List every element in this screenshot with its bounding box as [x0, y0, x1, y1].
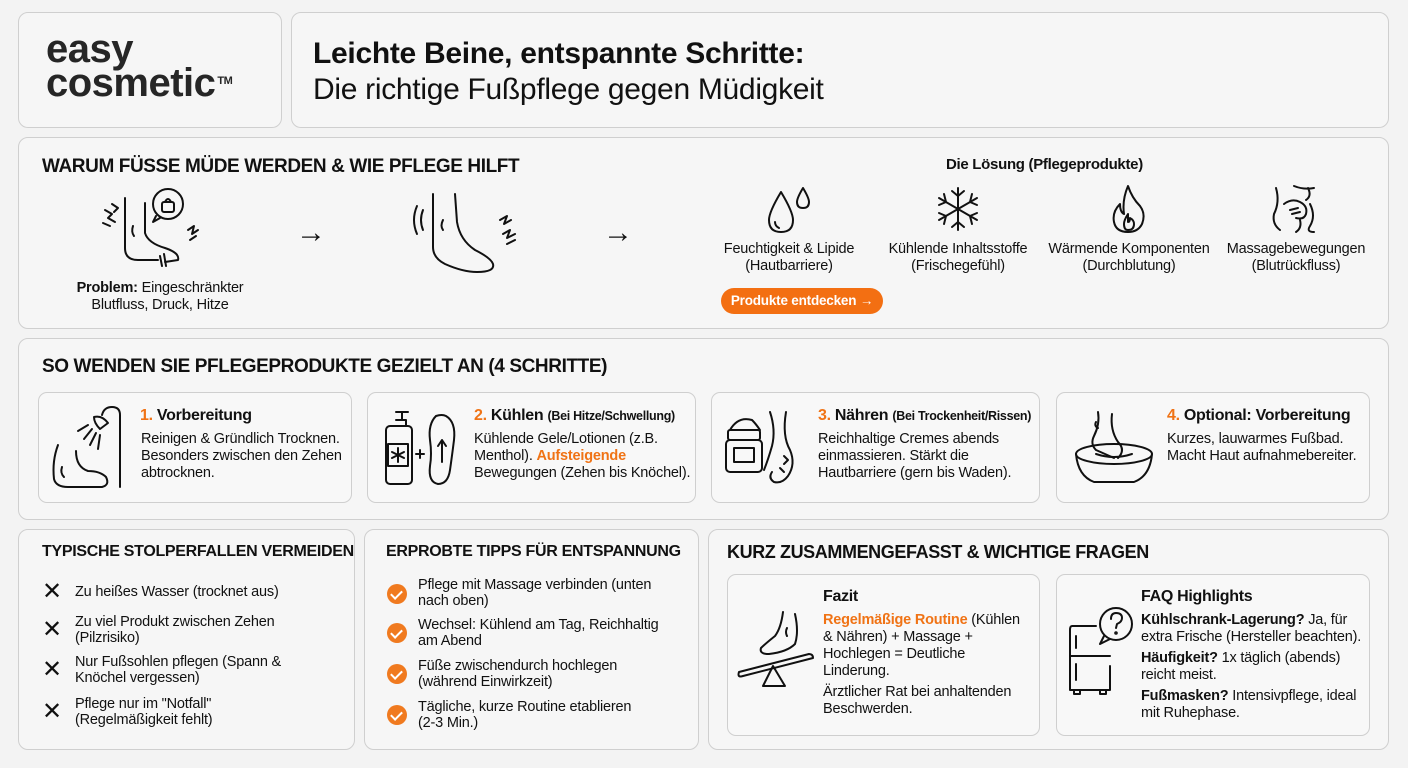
step-1-text: Reinigen & Gründlich Trocknen. Besonders zwischen den Zehen abtrocknen. [141, 431, 342, 481]
droplets-icon [765, 186, 813, 234]
flame-icon [1110, 184, 1146, 234]
arrow-right-icon: → [603, 216, 633, 249]
step-3-title: 3. Nähren (Bei Trockenheit/Rissen) [818, 407, 1032, 424]
fazit-title: Fazit [823, 588, 858, 605]
lotion-bottle-foot-icon [382, 410, 462, 486]
shower-foot-icon [48, 405, 128, 489]
snowflake-icon [935, 186, 981, 232]
solution-cooling: Kühlende Inhaltsstoffe (Frischegefühl) [888, 241, 1028, 274]
check-circle-icon [387, 623, 407, 643]
page-title: Leichte Beine, entspannte Schritte: [313, 37, 805, 70]
massage-hands-icon [1270, 184, 1322, 234]
fridge-question-icon [1066, 604, 1138, 696]
problem-caption: Problem: Eingeschränkter Blutfluss, Druck, Hitze [76, 280, 244, 313]
solution-massage: Massagebewegungen (Blutrückfluss) [1226, 241, 1366, 274]
logo-line-1: easy [46, 27, 133, 71]
x-mark-icon: ✕ [42, 698, 63, 725]
step-2-text: Kühlende Gele/Lotionen (z.B. Menthol). Aufsteigende Bewegungen (Zehen bis Knöchel). [474, 431, 691, 481]
foot-bath-bowl-icon [1072, 410, 1156, 486]
check-circle-icon [387, 705, 407, 725]
steps-heading: SO WENDEN SIE PFLEGEPRODUKTE GEZIELT AN (4 SCHRITTE) [42, 356, 608, 377]
faq-text: Kühlschrank-Lagerung? Ja, für extra Frische (Hersteller beachten). Häufigkeit? 1x täglich (abends) reicht meist. Fußmasken? Intensivpflege, ideal mit Ruhephase. [1141, 612, 1362, 721]
pitfalls-heading: TYPISCHE STOLPERFALLEN VERMEIDEN [42, 543, 354, 560]
faq-title: FAQ Highlights [1141, 588, 1253, 605]
x-mark-icon: ✕ [42, 616, 63, 643]
step-1-title: 1. Vorbereitung [140, 407, 252, 424]
brand-logo [46, 27, 233, 105]
x-mark-icon: ✕ [42, 656, 63, 683]
step-4-text: Kurzes, lauwarmes Fußbad. Macht Haut aufnahmebereiter. [1167, 431, 1357, 464]
step-3-text: Reichhaltige Cremes abends einmassieren. Stärkt die Hautbarriere (gern bis Waden). [818, 431, 1012, 481]
x-mark-icon: ✕ [42, 578, 63, 605]
step-2-title: 2. Kühlen (Bei Hitze/Schwellung) [474, 407, 675, 424]
trademark: TM [217, 75, 233, 87]
foot-pulse-icon [415, 192, 530, 277]
summary-heading: KURZ ZUSAMMENGEFASST & WICHTIGE FRAGEN [727, 542, 1149, 562]
solution-heading: Die Lösung (Pflegeprodukte) [946, 156, 1143, 173]
check-circle-icon [387, 584, 407, 604]
fazit-text: Regelmäßige Routine (Kühlen & Nähren) + Massage + Hochlegen = Deutliche Linderung. Ärztlicher Rat bei anhaltenden Beschwerden. [823, 612, 1020, 717]
logo-line-2: cosmetic [46, 61, 216, 105]
check-circle-icon [387, 664, 407, 684]
foot-seesaw-icon [735, 610, 815, 690]
page-subtitle: Die richtige Fußpflege gegen Müdigkeit [313, 73, 824, 106]
discover-products-button[interactable]: Produkte entdecken → [721, 288, 883, 314]
tired-foot-weight-icon [100, 188, 210, 268]
tips-heading: ERPROBTE TIPPS FÜR ENTSPANNUNG [386, 543, 681, 560]
solution-moisture: Feuchtigkeit & Lipide (Hautbarriere) [723, 241, 855, 274]
arrow-right-icon: → [296, 216, 326, 249]
cream-jar-foot-icon [722, 410, 812, 486]
why-heading: WARUM FÜSSE MÜDE WERDEN & WIE PFLEGE HILFT [42, 156, 520, 177]
solution-warming: Wärmende Komponenten (Durchblutung) [1048, 241, 1210, 274]
step-4-title: 4. Optional: Vorbereitung [1167, 407, 1351, 424]
